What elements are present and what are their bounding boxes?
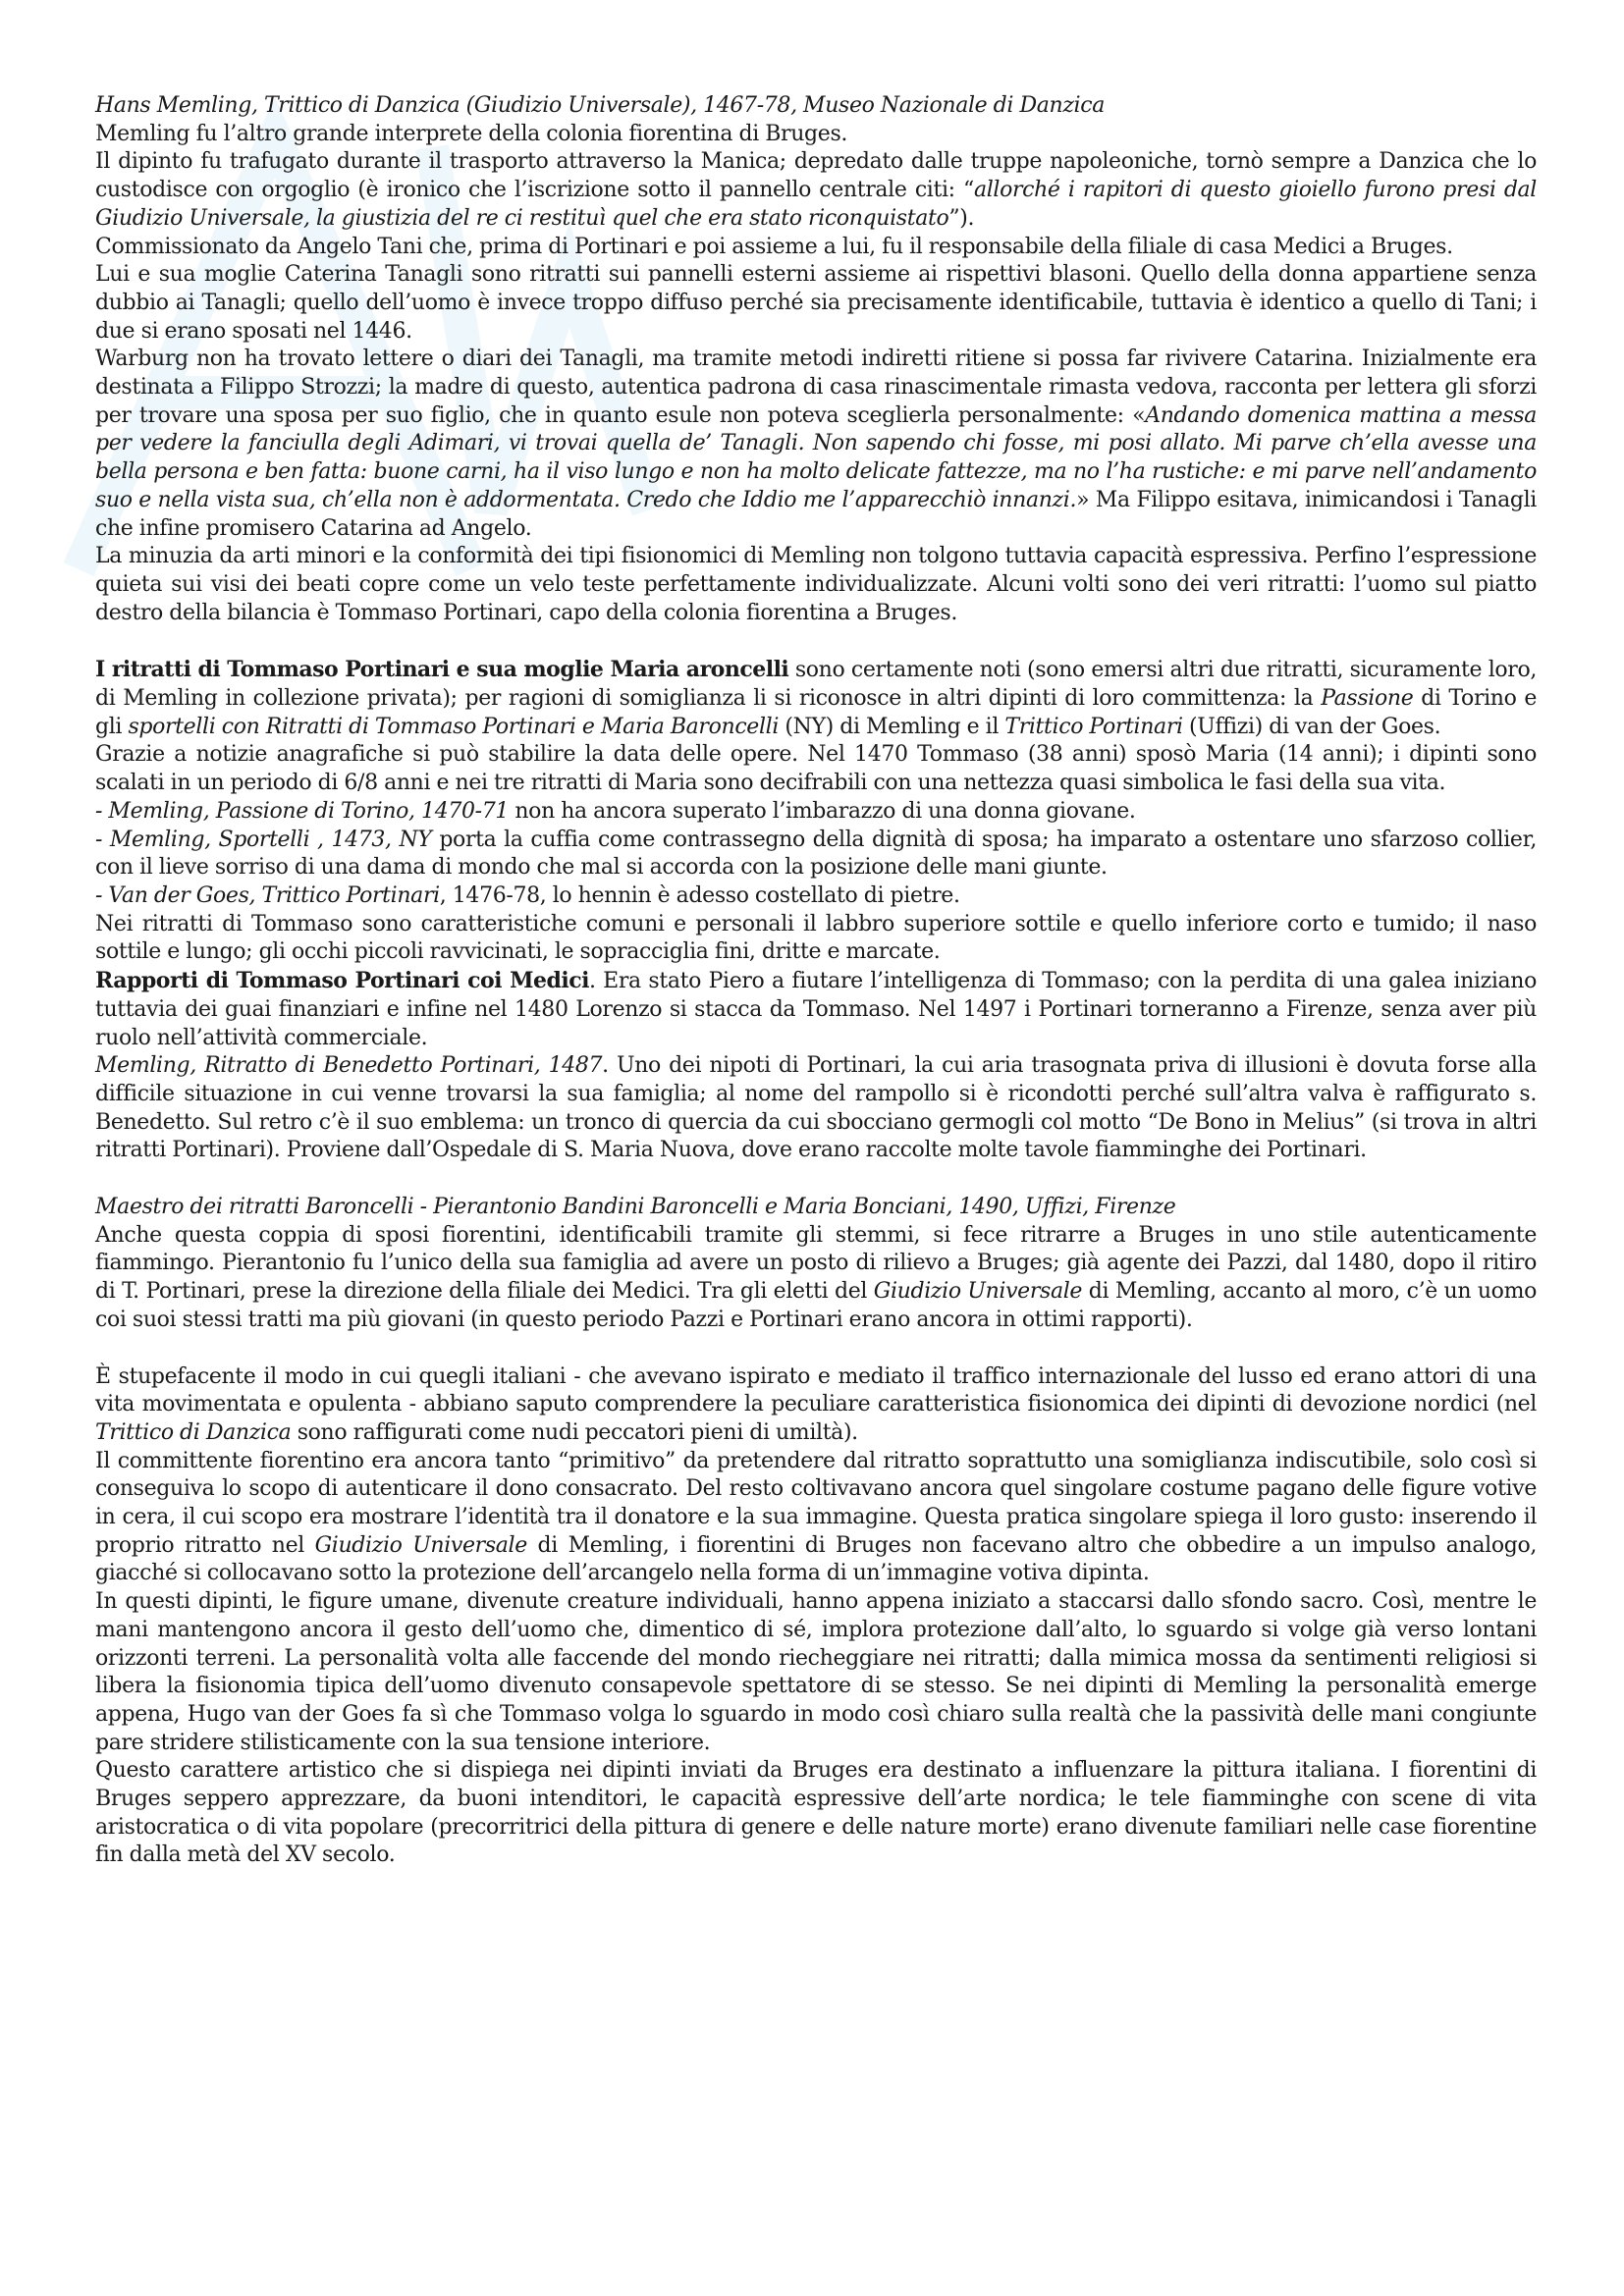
italic-run: Hans Memling, Trittico di Danzica (Giudizio Universale), 1467-78, Museo Nazionale di Danzica [95, 93, 1105, 118]
text-run: Il dipinto fu trafugato durante il trasporto attraverso la Manica; depredato dalle truppe napoleoniche, tornò sempre a Danzica che lo custodisce con orgoglio (è ironico che l’iscrizione sotto il pannello centrale citi: “ [95, 149, 1537, 203]
italic-run: Andando domenica mattina a messa per vedere la fanciulla degli Adimari, vi trovai quella de’ Tanagli. Non sapendo chi fosse, mi posi allato. Mi parve ch’ella avesse una bella persona e ben fatta: buone carni, ha il viso lungo e non ha molto delicate fattezze, ma no l’ha rustiche: e mi parve nell’andamento suo e nella vista sua, ch’ella non è addormentata. Credo che Iddio me l’apparecchiò innanzi. [95, 402, 1537, 512]
italic-run: Trittico di Danzica [95, 1419, 292, 1445]
text-run: » Ma Filippo esitava, inimicandosi i Tanagli che infine promisero Catarina ad Angelo. [95, 487, 1537, 541]
document-page [95, 92, 1537, 1870]
text-run: ”). [948, 205, 975, 231]
paragraph-gap [95, 1335, 1537, 1363]
text-run: Anche questa coppia di sposi fiorentini, identificabili tramite gli stemmi, si fece ritrarre a Bruges in uno stile autenticamente fiammingo. Pierantonio fu l’unico della sua famiglia ad avere un posto di rilievo a Bruges; già agente dei Pazzi, dal 1480, dopo il ritiro di T. Portinari, prese la direzione della filiale dei Medici. Tra gli eletti del [95, 1222, 1537, 1305]
text-run: È stupefacente il modo in cui quegli italiani - che avevano ispirato e mediato il traffico internazionale del lusso ed erano attori di una vita movimentata e opulenta - abbiano saputo comprendere la peculiare caratteristica fisionomica dei dipinti di devozione nordici (nel [95, 1363, 1537, 1417]
text-run: porta la cuffia come contrassegno della dignità di sposa; ha imparato a ostentare uno sfarzoso collier, con il lieve sorriso di una dama di mondo che mal si accorda con la posizione delle mani giunte. [95, 827, 1537, 881]
text-run: sono certamente noti (sono emersi altri due ritratti, sicuramente loro, di Memling in collezione privata); per ragioni di somiglianza li si riconosce in altri dipinti di loro committenza: la [95, 658, 1537, 712]
text-run: non ha ancora superato l’imbarazzo di una donna giovane. [509, 798, 1136, 824]
text-run: Warburg non ha trovato lettere o diari dei Tanagli, ma tramite metodi indiretti ritiene si possa far rivivere Catarina. Inizialmente era destinata a Filippo Strozzi; la madre di questo, autentica padrona di casa rinascimentale rimasta vedova, racconta per lettera gli sforzi per trovare una sposa per suo figlio, che in quanto esule non poteva sceglierla personalmente: « [95, 347, 1537, 428]
paragraph-p-02 [95, 121, 1537, 149]
text-run: Questo carattere artistico che si dispiega nei dipinti inviati da Bruges era destinato a influenzare la pittura italiana. I fiorentini di Bruges seppero apprezzare, da buoni intenditori, le capacità espressive dell’arte nordica; le tele fiamminghe con scene di vita aristocratica o di vita popolare (precorritrici della pittura di genere e delle nature morte) erano divenute familiari nelle case fiorentine fin dalla metà del XV secolo. [95, 1758, 1537, 1868]
paragraph-p-14 [95, 967, 1537, 1052]
text-run: . Uno dei nipoti di Portinari, la cui aria trasognata priva di illusioni è dovuta forse alla difficile situazione in cui venne trovarsi la sua famiglia; al nome del rampollo si è ricondotti perché sull’altra valva è raffigurato s. Benedetto. Sul retro c’è il suo emblema: un tronco di quercia da cui sbocciano germogli col motto “De Bono in Melius” (si trova in altri ritratti Portinari). Proviene dall’Ospedale di S. Maria Nuova, dove erano raccolte molte tavole fiamminghe dei Portinari. [95, 1053, 1537, 1163]
bold-run: Rapporti di Tommaso Portinari coi Medici [95, 968, 589, 994]
italic-run: Maestro dei ritratti Baroncelli - Pierantonio Bandini Baroncelli e Maria Bonciani, 1490, Uffizi, Firenze [95, 1195, 1176, 1220]
italic-run: - Memling, Passione di Torino, 1470-71 [95, 798, 510, 824]
paragraph-p-04 [95, 234, 1537, 262]
italic-run: Giudizio Universale [314, 1532, 527, 1558]
paragraph-p-15 [95, 1052, 1537, 1165]
text-run: La minuzia da arti minori e la conformità dei tipi fisionomici di Memling non tolgono tuttavia capacità espressiva. Perfino l’espressione quieta sui visi dei beati copre come un velo teste perfettamente individualizzate. Alcuni volti sono dei veri ritratti: l’uomo sul piatto destro della bilancia è Tommaso Portinari, capo della colonia fiorentina a Bruges. [95, 544, 1537, 625]
paragraph-p-19 [95, 1448, 1537, 1589]
text-run: di Memling, i fiorentini di Bruges non facevano altro che obbedire a un impulso analogo, giacché si collocavano sotto la protezione dell’arcangelo nella forma di un’immagine votiva dipinta. [95, 1532, 1537, 1586]
text-run: Il committente fiorentino era ancora tanto “primitivo” da pretendere dal ritratto soprattutto una somiglianza indiscutibile, solo così si conseguiva lo scopo di autenticare il dono consacrato. Del resto coltivavano ancora quel singolare costume pagano delle figure votive in cera, il cui scopo era mostrare l’identità tra il donatore e la sua immagine. Questa pratica singolare spiega il loro gusto: inserendo il proprio ritratto nel [95, 1448, 1537, 1558]
text-run: di Torino e gli [95, 686, 1537, 739]
paragraph-p-21 [95, 1757, 1537, 1870]
italic-run: sportelli con Ritratti di Tommaso Portinari e Maria Baroncelli [128, 714, 780, 739]
text-run: sono raffigurati come nudi peccatori pieni di umiltà). [291, 1419, 858, 1445]
paragraph-p-12 [95, 882, 1537, 911]
paragraph-p-13 [95, 911, 1537, 967]
paragraph-p-03 [95, 148, 1537, 233]
italic-run: allorché i rapitori di questo gioiello furono presi dal Giudizio Universale, la giustizia del re ci restituì quel che era stato riconquistato [95, 178, 1537, 231]
paragraph-p-08 [95, 656, 1537, 741]
text-run: Memling fu l’altro grande interprete della colonia fiorentina di Bruges. [95, 121, 848, 146]
italic-run: Passione [1321, 686, 1414, 712]
bold-run: I ritratti di Tommaso Portinari e sua moglie Maria aroncelli [95, 657, 789, 683]
text-run: Grazie a notizie anagrafiche si può stabilire la data delle opere. Nel 1470 Tommaso (38 anni) sposò Maria (14 anni); i dipinti sono scalati in un periodo di 6/8 anni e nei tre ritratti di Maria sono decifrabili con una nettezza quasi simbolica le fasi della sua vita. [95, 742, 1537, 796]
text-run: Commissionato da Angelo Tani che, prima di Portinari e poi assieme a lui, fu il responsabile della filiale di casa Medici a Bruges. [95, 234, 1453, 259]
text-run: (Uffizi) di van der Goes. [1182, 714, 1441, 739]
italic-run: - Memling, Sportelli , 1473, NY [95, 827, 432, 852]
paragraph-p-01 [95, 92, 1537, 121]
paragraph-p-09 [95, 741, 1537, 797]
italic-run: - Van der Goes, Trittico Portinari [95, 882, 440, 908]
paragraph-p-20 [95, 1588, 1537, 1757]
text-run: . Era stato Piero a fiutare l’intelligenza di Tommaso; con la perdita di una galea iniziano tuttavia dei guai finanziari e infine nel 1480 Lorenzo si stacca da Tommaso. Nel 1497 i Portinari torneranno a Firenze, senza aver più ruolo nell’attività commerciale. [95, 969, 1537, 1050]
italic-run: Trittico Portinari [1004, 714, 1183, 739]
italic-run: Memling, Ritratto di Benedetto Portinari, 1487 [95, 1053, 603, 1079]
paragraph-p-07 [95, 543, 1537, 627]
paragraph-gap [95, 1165, 1537, 1194]
paragraph-gap [95, 627, 1537, 656]
paragraph-p-18 [95, 1363, 1537, 1448]
text-run: , 1476-78, lo hennin è adesso costellato di pietre. [439, 882, 960, 908]
paragraph-p-10 [95, 798, 1537, 827]
text-run: Nei ritratti di Tommaso sono caratteristiche comuni e personali il labbro superiore sottile e quello inferiore corto e tumido; il naso sottile e lungo; gli occhi piccoli ravvicinati, le sopracciglia fini, dritte e marcate. [95, 911, 1537, 965]
text-run: In questi dipinti, le figure umane, divenute creature individuali, hanno appena iniziato a staccarsi dallo sfondo sacro. Così, mentre le mani mantengono ancora il gesto dell’uomo che, dimentico di sé, implora protezione dall’alto, lo sguardo si volge già verso lontani orizzonti terreni. La personalità volta alle faccende del mondo riecheggiare nei ritratti; dalla mimica mossa da sentimenti religiosi si libera la fisionomia tipica dell’uomo divenuto consapevole spettatore di se stesso. Se nei dipinti di Memling la personalità emerge appena, Hugo van der Goes fa sì che Tommaso volga lo sguardo in modo così chiaro sulla realtà che la passività delle mani congiunte pare stridere stilisticamente con la sua tensione interiore. [95, 1589, 1537, 1755]
paragraph-p-17 [95, 1222, 1537, 1335]
paragraph-p-11 [95, 827, 1537, 882]
paragraph-p-05 [95, 261, 1537, 346]
italic-run: Giudizio Universale [873, 1279, 1083, 1305]
text-run: (NY) di Memling e il [779, 714, 1005, 739]
paragraph-p-06 [95, 346, 1537, 543]
text-run: di Memling, accanto al moro, c’è un uomo coi suoi stessi tratti ma più giovani (in questo periodo Pazzi e Portinari erano ancora in ottimi rapporti). [95, 1279, 1537, 1332]
text-run: Lui e sua moglie Caterina Tanagli sono ritratti sui pannelli esterni assieme ai rispettivi blasoni. Quello della donna appartiene senza dubbio ai Tanagli; quello dell’uomo è invece troppo diffuso perché sia precisamente identificabile, tuttavia è identico a quello di Tani; i due si erano sposati nel 1446. [95, 262, 1537, 344]
paragraph-p-16 [95, 1194, 1537, 1222]
